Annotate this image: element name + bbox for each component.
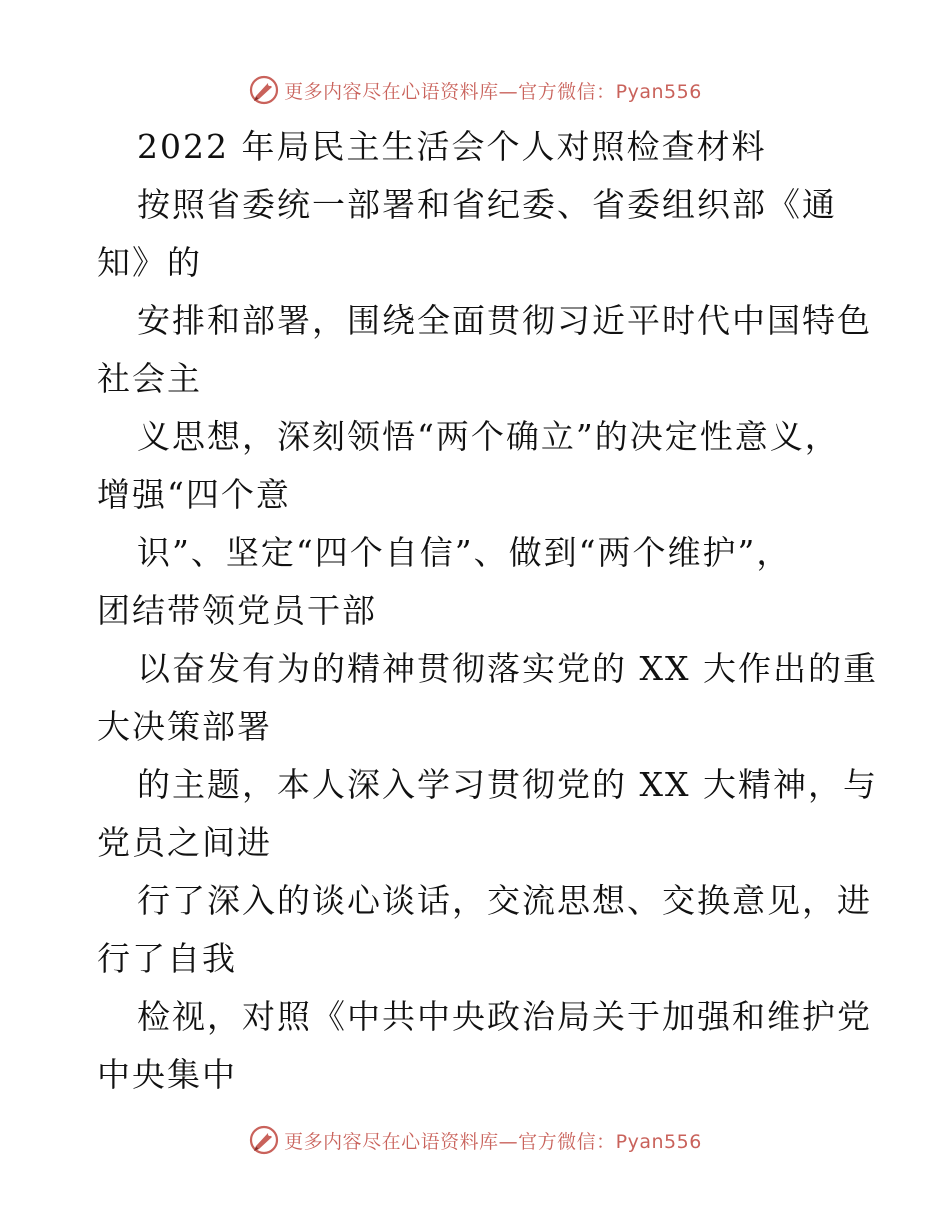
paragraph-line: 识”、坚定“四个自信”、做到“两个维护”，	[137, 533, 792, 572]
paragraph-line: 的主题，本人深入学习贯彻党的 XX 大精神，与	[137, 765, 878, 804]
paragraph-line: 社会主	[97, 359, 202, 398]
paragraph-line: 检视，对照《中共中央政治局关于加强和维护党	[137, 997, 872, 1036]
header-watermark-banner	[0, 72, 950, 108]
paragraph-line: 团结带领党员干部	[97, 591, 377, 630]
paragraph-line: 以奋发有为的精神贯彻落实党的 XX 大作出的重	[137, 649, 878, 688]
document-body	[97, 118, 878, 1104]
paragraph-line: 中央集中	[97, 1055, 237, 1094]
paragraph-line: 党员之间进	[97, 823, 272, 862]
paragraph-line: 按照省委统一部署和省纪委、省委组织部《通	[137, 185, 837, 224]
footer-watermark-banner	[0, 1122, 950, 1158]
paragraph-line: 大决策部署	[97, 707, 272, 746]
paragraph-line: 义思想，深刻领悟“两个确立”的决定性意义，	[137, 417, 840, 456]
paragraph-line: 行了自我	[97, 939, 237, 978]
document-title: 2022 年局民主生活会个人对照检查材料	[137, 127, 767, 166]
paragraph-line: 行了深入的谈心谈话，交流思想、交换意见，进	[137, 881, 872, 920]
paragraph-line: 知》的	[97, 243, 202, 282]
pen-logo-icon	[248, 74, 280, 106]
header-watermark-text: 更多内容尽在心语资料库—官方微信：Pyan556	[284, 80, 702, 103]
footer-watermark-text: 更多内容尽在心语资料库—官方微信：Pyan556	[284, 1130, 702, 1153]
paragraph-line: 安排和部署，围绕全面贯彻习近平时代中国特色	[137, 301, 872, 340]
paragraph-line: 增强“四个意	[97, 475, 291, 514]
pen-logo-icon	[248, 1124, 280, 1156]
